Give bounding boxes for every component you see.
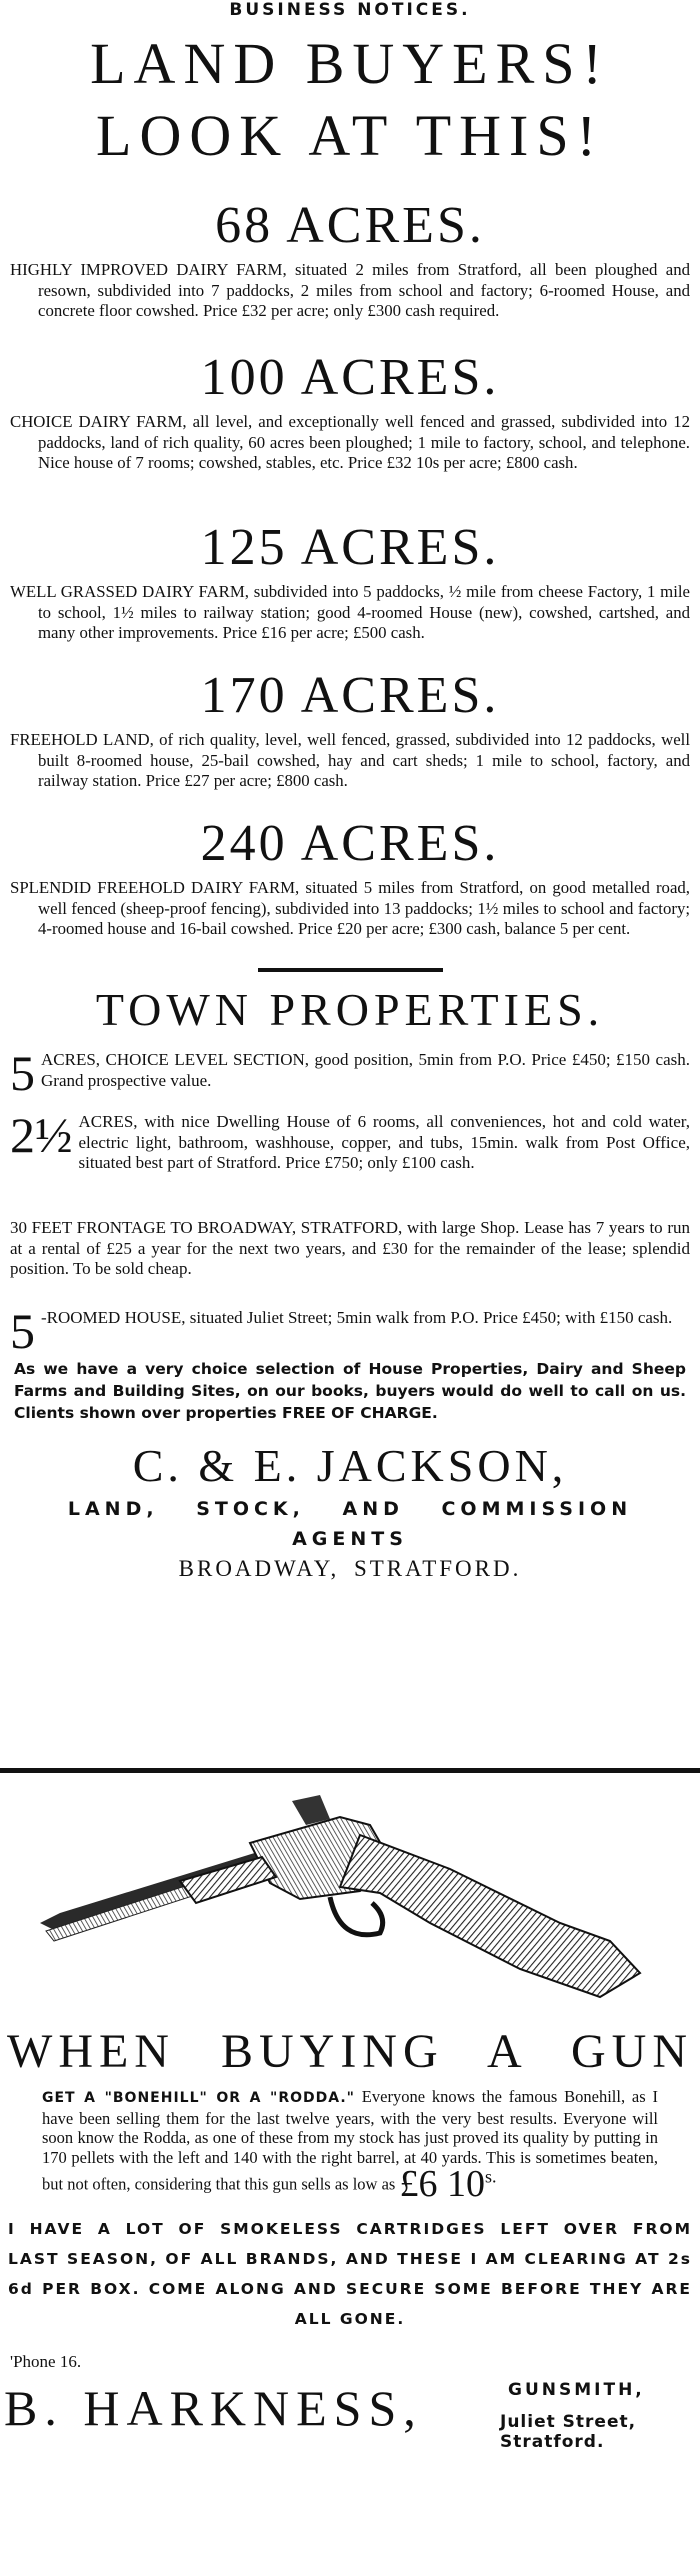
land-ad-title-2: LOOK AT THIS! xyxy=(96,103,604,168)
gun-ad-body xyxy=(42,2087,658,2205)
listing-heading: 240 ACRES. xyxy=(200,815,500,872)
land-ad-title-1: LAND BUYERS! xyxy=(90,31,610,96)
divider-rule xyxy=(258,968,443,972)
town-property-text: 30 FEET FRONTAGE TO BROADWAY, STRATFORD, with large Shop. Lease has 7 years to run at a rental of £25 a year for the next two years, and £30 for the remainder of the lease; splendid position. To be sold cheap. xyxy=(10,1218,690,1278)
drop-figure: 5 xyxy=(10,1303,35,1359)
listing-heading: 170 ACRES. xyxy=(200,667,500,724)
listing xyxy=(0,196,700,348)
agent-note: As we have a very choice selection of House Properties, Dairy and Sheep Farms and Building Sites, on our books, buyers would do well to call on us. Clients shown over properties FREE OF CHARGE. xyxy=(14,1360,686,1422)
town-properties-heading: TOWN PROPERTIES. xyxy=(95,984,605,1035)
listing xyxy=(0,348,700,518)
gun-price-suffix: s. xyxy=(484,2166,497,2186)
seller-name: B. HARKNESS, xyxy=(4,2380,423,2437)
town-property xyxy=(10,1045,690,1112)
gun-ad-lead: GET A "BONEHILL" OR A "RODDA." xyxy=(42,2090,355,2106)
town-property xyxy=(10,1107,690,1218)
firm-name: C. & E. JACKSON, xyxy=(132,1440,568,1491)
town-property-text: -ROOMED HOUSE, situated Juliet Street; 5min walk from P.O. Price £450; with £150 cash. xyxy=(41,1308,673,1327)
listing-heading: 100 ACRES. xyxy=(200,349,500,406)
listing-heading: 125 ACRES. xyxy=(200,519,500,576)
seller-role: GUNSMITH, xyxy=(508,2380,645,2401)
listing xyxy=(0,666,700,814)
town-property xyxy=(10,1218,690,1308)
drop-figure: 5 xyxy=(10,1045,35,1101)
gun-ad-title: WHEN BUYING A GUN xyxy=(7,2025,693,2078)
firm-role: LAND, STOCK, AND COMMISSION AGENTS xyxy=(67,1498,633,1550)
gun-ad-text: Everyone knows the famous Bonehill, as I have been selling them for the last twelve years, with the very best results. Everyone will soon know the Rodda, as one of these from my stock has just proved its quality by putting in 170 pellets with the left and 140 with the right barrel, at 40 yards. This is sometimes beaten, but not often, considering that this gun sells as low as xyxy=(42,2087,658,2194)
cartridges-note: I HAVE A LOT OF SMOKELESS CARTRIDGES LEFT OVER FROM LAST SEASON, OF ALL BRANDS, AND THESE I AM CLEARING AT 2s 6d PER BOX. COME ALONG AND SECURE SOME BEFORE THEY ARE ALL GONE. xyxy=(8,2220,692,2329)
listing-text: HIGHLY IMPROVED DAIRY FARM, situated 2 miles from Stratford, all been ploughed and resown, subdivided into 7 paddocks, 2 miles from school and factory; 6-roomed House, and concrete floor cowshed. Price £32 per acre; only £300 cash required. xyxy=(10,260,690,320)
seller-address: Juliet Street, Stratford. xyxy=(500,2412,637,2453)
section-header: BUSINESS NOTICES. xyxy=(229,0,471,20)
firm-address: BROADWAY, STRATFORD. xyxy=(178,1556,522,1581)
listing-text: SPLENDID FREEHOLD DAIRY FARM, situated 5 miles from Stratford, on good metalled road, well fenced (sheep-proof fencing), subdivided into 13 paddocks; 1½ miles to school and factory; 4-roomed house and 16-bail cowshed. Price £20 per acre; £300 cash, balance 5 per cent. xyxy=(10,878,690,938)
town-property-text: ACRES, CHOICE LEVEL SECTION, good position, 5min from P.O. Price £450; £150 cash. Grand prospective value. xyxy=(41,1050,690,1090)
gun-ad xyxy=(0,1773,700,2452)
town-property xyxy=(10,1303,690,1359)
gun-price-value: £6 10 xyxy=(399,2162,485,2205)
listing xyxy=(0,814,700,964)
land-ad xyxy=(0,28,700,1581)
listing-text: WELL GRASSED DAIRY FARM, subdivided into 5 paddocks, ½ mile from cheese Factory, 1 mile to school, 1½ miles to railway station; good 4-roomed House (new), cowshed, cartshed, and many other improvements. Price £16 per acre; £500 cash. xyxy=(10,582,690,642)
listing-heading: 68 ACRES. xyxy=(215,197,485,254)
town-property-text: ACRES, with nice Dwelling House of 6 rooms, all conveniences, hot and cold water, electric light, bathroom, washhouse, copper, and tubs, 15min. walk from Post Office, situated best part of Stratford. Price £750; only £100 cash. xyxy=(78,1112,690,1172)
phone-number: 'Phone 16. xyxy=(10,2352,82,2372)
listing-text: FREEHOLD LAND, of rich quality, level, well fenced, grassed, subdivided into 12 paddocks, well built 8-roomed house, 25-bail cowshed, hay and cart sheds; 1 mile to school, factory, and railway station. Price £27 per acre; £800 cash. xyxy=(10,730,690,790)
drop-figure: 2½ xyxy=(10,1107,73,1163)
listing-text: CHOICE DAIRY FARM, all level, and exceptionally well fenced and grassed, subdivided into 12 paddocks, land of rich quality, 60 acres been ploughed; 1 mile to factory, school, and telephone. Nice house of 7 rooms; cowshed, stables, etc. Price £32 10s per acre; £800 cash. xyxy=(10,412,690,472)
listing xyxy=(0,518,700,666)
seller-block xyxy=(0,2372,700,2452)
gun-price xyxy=(399,2163,496,2205)
shotgun-illustration-icon xyxy=(0,1773,700,2023)
